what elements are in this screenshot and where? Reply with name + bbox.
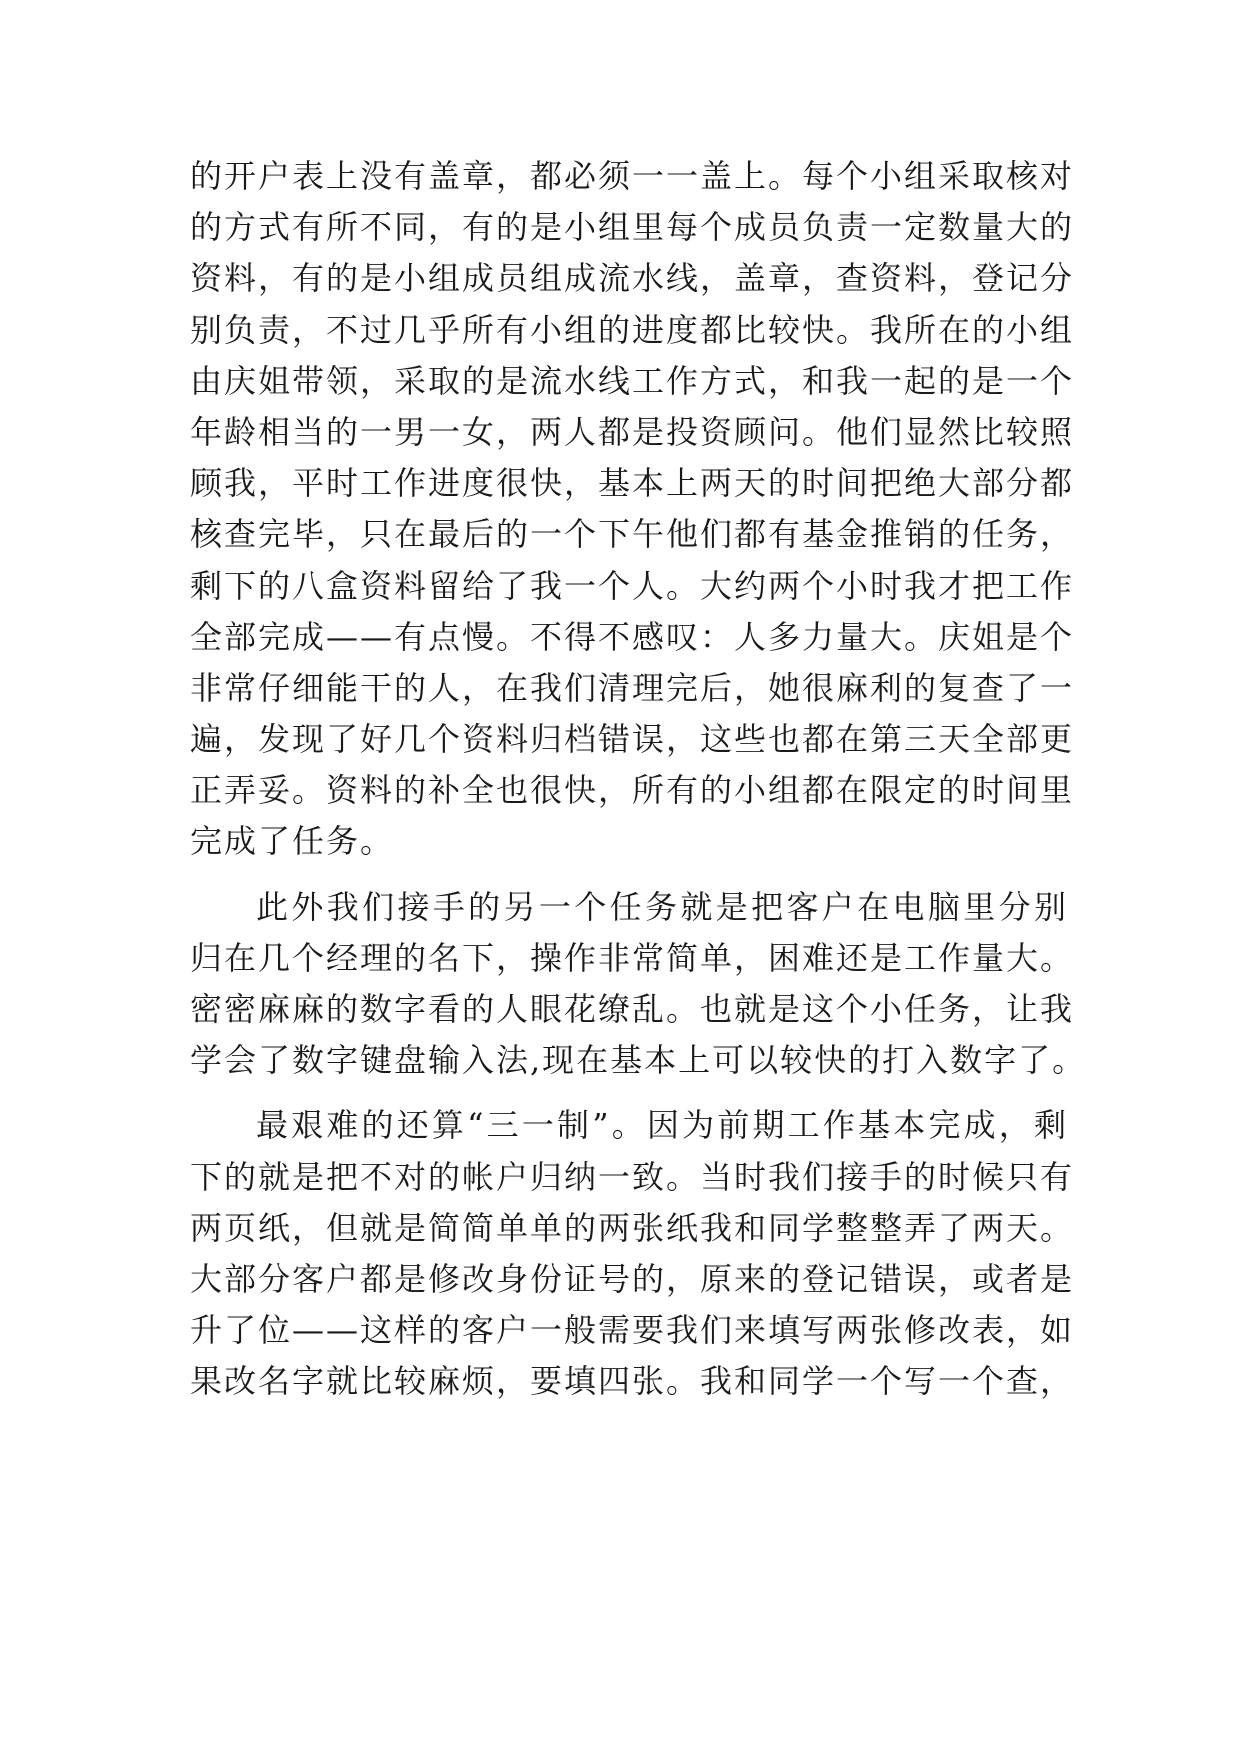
paragraph-1-line-10: 全部完成——有点慢。不得不感叹：人多力量大。庆姐是个 [190, 617, 1075, 656]
paragraph-3-line-3: 两页纸，但就是简简单单的两张纸我和同学整整弄了两天。 [190, 1208, 1075, 1247]
paragraph-1-line-3: 资料，有的是小组成员组成流水线，盖章，查资料，登记分 [190, 259, 1075, 298]
body-text [190, 151, 1087, 1408]
paragraph-1-line-9: 剩下的八盒资料留给了我一个人。大约两个小时我才把工作 [190, 566, 1075, 605]
paragraph-2-line-1: 此外我们接手的另一个任务就是把客户在电脑里分别 [256, 887, 1068, 926]
paragraph-1-line-1: 的开户表上没有盖章，都必须一一盖上。每个小组采取核对 [190, 157, 1075, 195]
paragraph-3-line-1: 最艰难的还算“三一制”。因为前期工作基本完成，剩 [256, 1106, 1068, 1145]
paragraph-1-line-5: 由庆姐带领，采取的是流水线工作方式，和我一起的是一个 [190, 361, 1075, 400]
paragraph-3-line-2: 下的就是把不对的帐户归纳一致。当时我们接手的时候只有 [190, 1157, 1075, 1196]
paragraph-1-line-12: 遍，发现了好几个资料归档错误，这些也都在第三天全部更 [190, 720, 1075, 759]
paragraph-1-line-8: 核查完毕，只在最后的一个下午他们都有基金推销的任务， [190, 515, 1075, 554]
paragraph-1-line-6: 年龄相当的一男一女，两人都是投资顾问。他们显然比较照 [190, 412, 1075, 451]
paragraph-2-line-4: 学会了数字键盘输入法,现在基本上可以较快的打入数字了。 [190, 1041, 1087, 1080]
paragraph-3-line-6: 果改名字就比较麻烦，要填四张。我和同学一个写一个查， [190, 1362, 1075, 1401]
paragraph-1-line-13: 正弄妥。资料的补全也很快，所有的小组都在限定的时间里 [190, 771, 1075, 810]
paragraph-1-line-11: 非常仔细能干的人，在我们清理完后，她很麻利的复查了一 [190, 668, 1075, 707]
paragraph-1-line-7: 顾我，平时工作进度很快，基本上两天的时间把绝大部分都 [190, 464, 1075, 503]
paragraph-1-line-14: 完成了任务。 [190, 822, 395, 861]
paragraph-2-line-3: 密密麻麻的数字看的人眼花缭乱。也就是这个小任务，让我 [190, 990, 1075, 1028]
paragraph-1-line-2: 的方式有所不同，有的是小组里每个成员负责一定数量大的 [190, 208, 1075, 247]
paragraph-2-line-2: 归在几个经理的名下，操作非常简单，困难还是工作量大。 [190, 938, 1075, 977]
paragraph-1-line-4: 别负责，不过几乎所有小组的进度都比较快。我所在的小组 [190, 310, 1075, 349]
paragraph-3-line-5: 升了位——这样的客户一般需要我们来填写两张修改表，如 [190, 1311, 1075, 1350]
paragraph-3-line-4: 大部分客户都是修改身份证号的，原来的登记错误，或者是 [190, 1259, 1075, 1298]
